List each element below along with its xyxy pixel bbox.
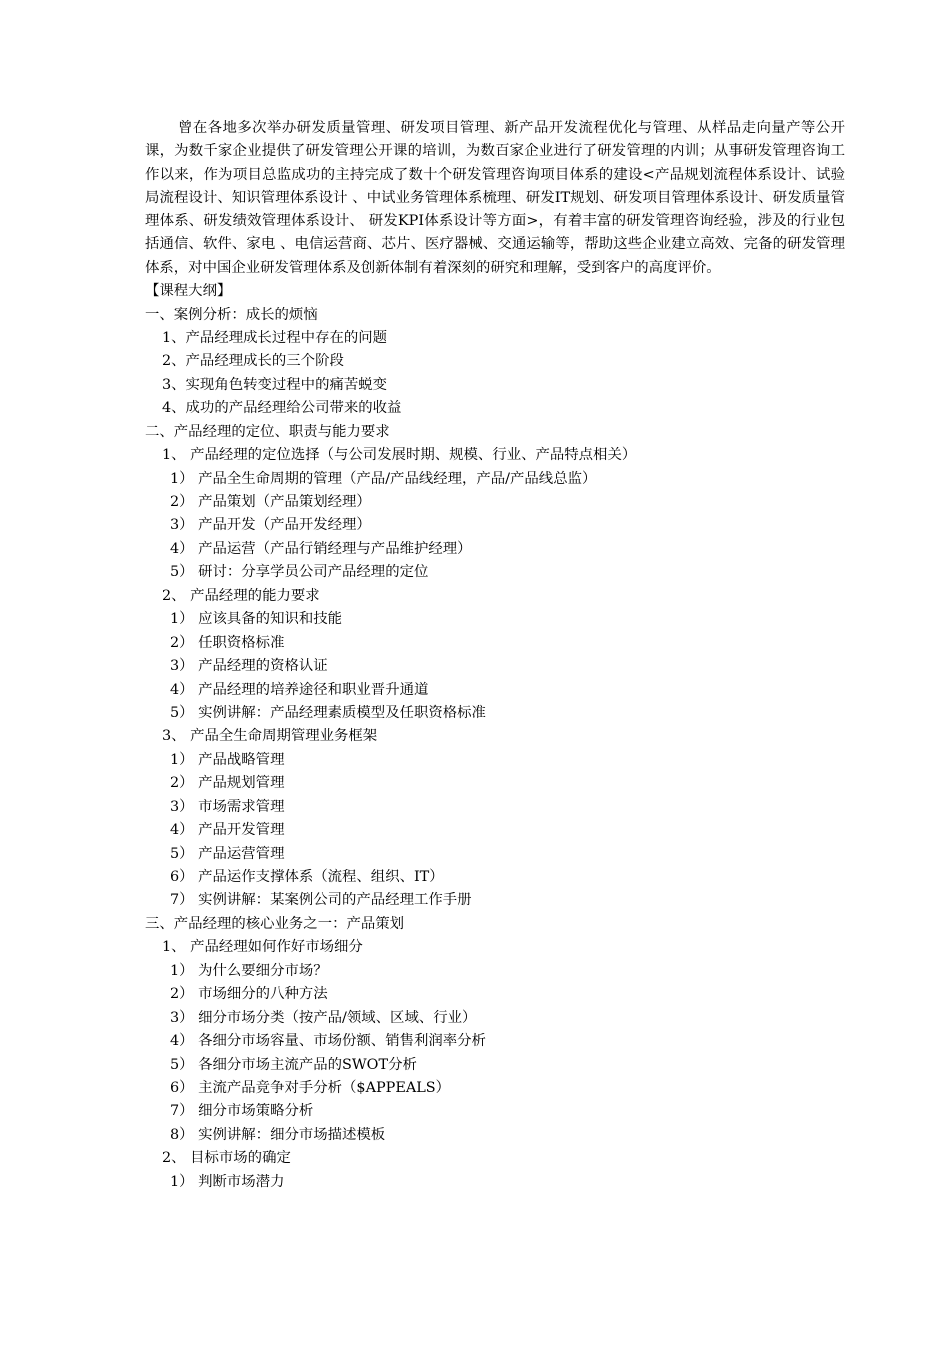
outline-subsection: 1、 产品经理的定位选择（与公司发展时期、规模、行业、产品特点相关） — [162, 447, 637, 464]
course-outline — [145, 304, 845, 1195]
outline-subsection: 3、 产品全生命周期管理业务框架 — [162, 728, 378, 745]
outline-item: 8） 实例讲解：细分市场描述模板 — [170, 1126, 386, 1143]
outline-item: 2） 产品策划（产品策划经理） — [170, 494, 371, 511]
outline-subsection: 2、 产品经理的能力要求 — [162, 587, 320, 604]
outline-section-heading: 三、产品经理的核心业务之一：产品策划 — [145, 915, 405, 932]
outline-item: 1） 产品全生命周期的管理（产品/产品线经理，产品/产品线总监） — [170, 470, 597, 487]
outline-item: 4） 产品开发管理 — [170, 822, 285, 839]
outline-item: 3） 市场需求管理 — [170, 798, 285, 815]
outline-item: 4） 各细分市场容量、市场份额、销售利润率分析 — [170, 1033, 486, 1050]
outline-title: 【课程大纲】 — [145, 283, 232, 300]
outline-subsection: 1、 产品经理如何作好市场细分 — [162, 939, 363, 956]
outline-item: 6） 产品运作支撑体系（流程、组织、IT） — [170, 869, 444, 886]
outline-item: 5） 研讨：分享学员公司产品经理的定位 — [170, 564, 429, 581]
outline-section-heading: 二、产品经理的定位、职责与能力要求 — [145, 423, 390, 440]
outline-subsection: 2、 目标市场的确定 — [162, 1150, 291, 1167]
outline-item: 6） 主流产品竞争对手分析（$APPEALS） — [170, 1079, 451, 1096]
outline-subsection: 3、实现角色转变过程中的痛苦蜕变 — [162, 376, 388, 393]
outline-item: 3） 细分市场分类（按产品/领域、区域、行业） — [170, 1009, 477, 1026]
outline-item: 4） 产品运营（产品行销经理与产品维护经理） — [170, 540, 472, 557]
outline-item: 2） 任职资格标准 — [170, 634, 285, 651]
outline-item: 4） 产品经理的培养途径和职业晋升通道 — [170, 681, 429, 698]
outline-item: 1） 产品战略管理 — [170, 751, 285, 768]
outline-subsection: 2、产品经理成长的三个阶段 — [162, 353, 344, 370]
document-page — [145, 117, 845, 1194]
outline-item: 1） 判断市场潜力 — [170, 1173, 285, 1190]
outline-subsection: 4、成功的产品经理给公司带来的收益 — [162, 400, 402, 417]
outline-item: 1） 为什么要细分市场？ — [170, 962, 328, 979]
outline-item: 3） 产品经理的资格认证 — [170, 658, 328, 675]
outline-subsection: 1、产品经理成长过程中存在的问题 — [162, 329, 388, 346]
outline-item: 5） 产品运营管理 — [170, 845, 285, 862]
outline-item: 2） 市场细分的八种方法 — [170, 986, 328, 1003]
outline-item: 2） 产品规划管理 — [170, 775, 285, 792]
outline-item: 5） 各细分市场主流产品的SWOT分析 — [170, 1056, 417, 1073]
outline-item: 5） 实例讲解：产品经理素质模型及任职资格标准 — [170, 704, 486, 721]
outline-section-heading: 一、案例分析：成长的烦恼 — [145, 306, 318, 323]
intro-paragraph: 曾在各地多次举办研发质量管理、研发项目管理、新产品开发流程优化与管理、从样品走向量产等公开课，为数千家企业提供了研发管理公开课的培训，为数百家企业进行了研发管理的内训；从事研发管理咨询工作以来，作为项目总监成功的主持完成了数十个研发管理咨询项目体系的建设<产品规划流程体系设计、试验局流程设计、知识管理体系设计 、中试业务管理体系梳理、研发IT规划、研发项目管理体系设计、研发质量管理体系、研发绩效管理体系设计、 研发KPI体系设计等方面>，有着丰富的研发管理咨询经验，涉及的行业包括通信、软件、家电 、电信运营商、芯片、医疗器械、交通运输等，帮助这些企业建立高效、完备的研发管理体系，对中国企业研发管理体系及创新体制有着深刻的研究和理解，受到客户的高度评价。 — [145, 120, 845, 276]
outline-item: 7） 实例讲解：某案例公司的产品经理工作手册 — [170, 892, 472, 909]
outline-item: 7） 细分市场策略分析 — [170, 1103, 314, 1120]
outline-item: 3） 产品开发（产品开发经理） — [170, 517, 371, 534]
outline-item: 1） 应该具备的知识和技能 — [170, 611, 343, 628]
